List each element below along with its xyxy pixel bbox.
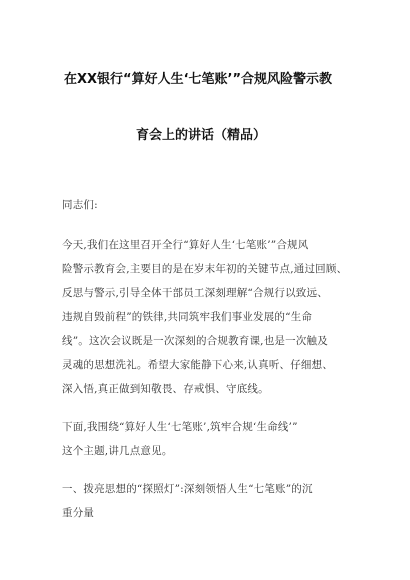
paragraph-1-line-2: 险警示教育会,主要目的是在岁末年初的关键节点,通过回顾、 (62, 263, 348, 275)
document-title-line-1: 在XX银行“算好人生‘七笔账’”合规风险警示教 (64, 72, 333, 87)
paragraph-1-line-1: 今天,我们在这里召开全行“算好人生‘七笔账’”合规风 (62, 239, 309, 251)
paragraph-1-line-5: 线”。这次会议既是一次深刻的合规教育课,也是一次触及 (62, 335, 328, 347)
salutation: 同志们: (62, 199, 98, 211)
paragraph-1-line-6: 灵魂的思想洗礼。希望大家能静下心来,认真听、仔细想、 (62, 359, 334, 371)
paragraph-2-line-1: 下面,我围绕“算好人生‘七笔账’,筑牢合规‘生命线’” (62, 421, 298, 433)
paragraph-1-line-3: 反思与警示,引导全体干部员工深刻理解“合规行以致远、 (62, 287, 328, 299)
paragraph-1-line-7: 深入悟,真正做到知敬畏、存戒惧、守底线。 (62, 383, 269, 395)
section-1-heading-line-2: 重分量 (62, 507, 95, 519)
paragraph-1-line-4: 违规自毁前程”的铁律,共同筑牢我们事业发展的“生命 (62, 311, 313, 323)
section-1-heading-line-1: 一、拨亮思想的“探照灯”:深刻领悟人生“七笔账”的沉 (62, 483, 313, 495)
paragraph-2-line-2: 这个主题,讲几点意见。 (62, 445, 173, 457)
document-title-line-2: 育会上的讲话（精品） (136, 128, 267, 143)
